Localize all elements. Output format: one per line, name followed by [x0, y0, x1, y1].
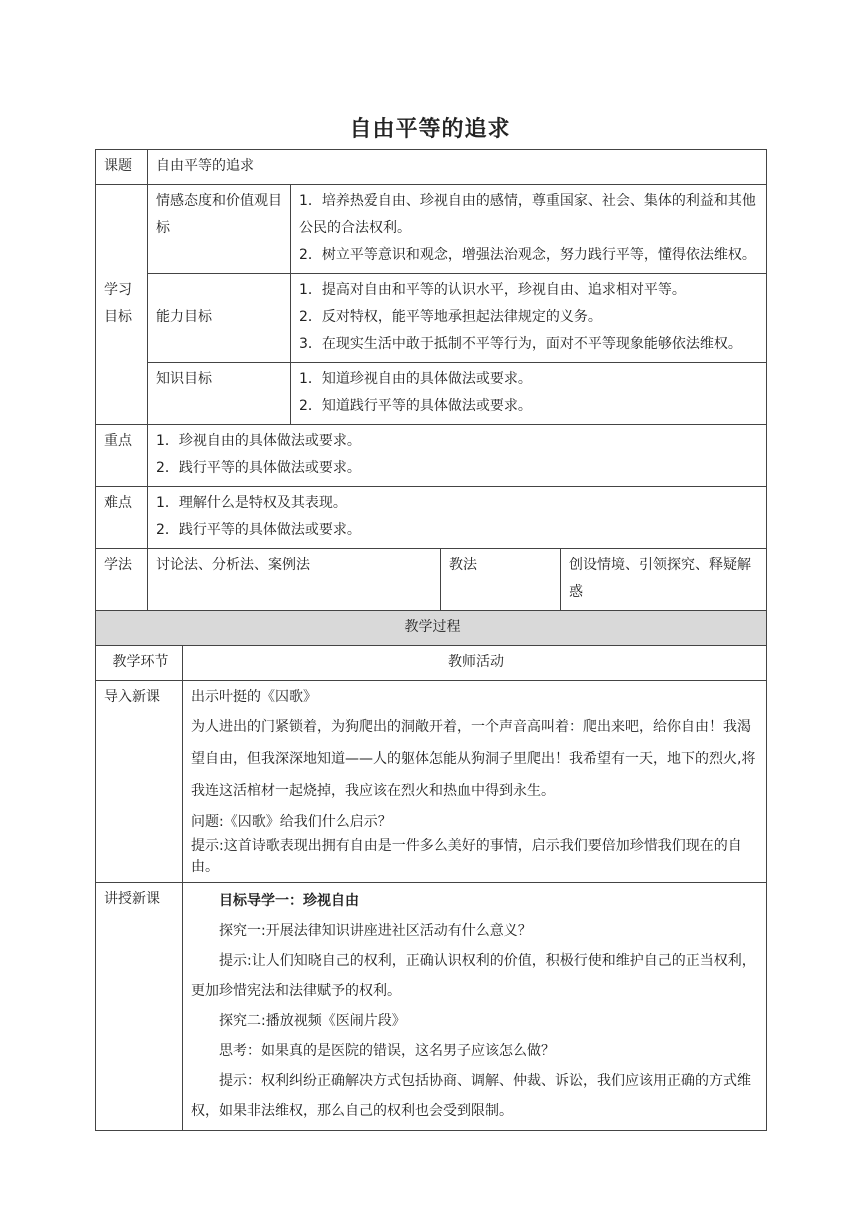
key-item: 1．珍视自由的具体做法或要求。	[156, 433, 361, 449]
lecture-row	[96, 883, 767, 1131]
page-title: 自由平等的追求	[349, 117, 511, 142]
lecture-content	[183, 883, 767, 1131]
difficult-content	[148, 487, 767, 549]
lecture-line: 提示:让人们知晓自己的权利，正确认识权利的价值，积极行使和维护自己的正当权利，更加珍惜宪法和法律赋予的权利。	[191, 953, 756, 999]
method-row	[96, 549, 767, 611]
goal-row-emotion	[96, 185, 767, 274]
goal-row-knowledge	[96, 363, 767, 425]
teach-method-value: 创设情境、引领探究、释疑解惑	[561, 549, 767, 611]
goal-ability-content	[291, 274, 767, 363]
lecture-line: 探究二:播放视频《医闹片段》	[219, 1013, 406, 1029]
difficult-item: 1．理解什么是特权及其表现。	[156, 495, 347, 511]
poem-text: 为人进出的门紧锁着，为狗爬出的洞敞开着，一个声音高叫着：爬出来吧，给你自由！我渴望自由，但我深深地知道——人的躯体怎能从狗洞子里爬出！我希望有一天，地下的烈火,将我连这活棺材一起烧掉，我应该在烈火和热血中得到永生。	[191, 719, 756, 799]
study-method-label: 学法	[96, 549, 148, 611]
lesson-plan-table	[95, 149, 767, 1131]
study-method-value: 讨论法、分析法、案例法	[148, 549, 441, 611]
goal-item: 2．知道践行平等的具体做法或要求。	[299, 398, 532, 414]
goal-row-ability	[96, 274, 767, 363]
goal-item: 1．知道珍视自由的具体做法或要求。	[299, 371, 532, 387]
lecture-heading: 目标导学一：珍视自由	[219, 893, 359, 909]
key-label: 重点	[96, 425, 148, 487]
intro-hint: 提示:这首诗歌表现出拥有自由是一件多么美好的事情，启示我们要倍加珍惜我们现在的自由。	[191, 838, 742, 875]
process-columns-row	[96, 646, 767, 681]
intro-line: 出示叶挺的《囚歌》	[191, 689, 317, 705]
topic-label: 课题	[96, 150, 148, 185]
lecture-label: 讲授新课	[96, 883, 183, 1131]
goal-item: 2．反对特权，能平等地承担起法律规定的义务。	[299, 309, 602, 325]
difficult-row	[96, 487, 767, 549]
difficult-item: 2．践行平等的具体做法或要求。	[156, 522, 361, 538]
key-content	[148, 425, 767, 487]
topic-value: 自由平等的追求	[148, 150, 767, 185]
difficult-label: 难点	[96, 487, 148, 549]
goal-emotion-label: 情感态度和价值观目标	[148, 185, 291, 274]
col-stage-header: 教学环节	[96, 646, 183, 681]
lecture-line: 探究一:开展法律知识讲座进社区活动有什么意义？	[219, 923, 532, 939]
topic-row	[96, 150, 767, 185]
intro-label: 导入新课	[96, 681, 183, 883]
lecture-line: 提示：权利纠纷正确解决方式包括协商、调解、仲裁、诉讼，我们应该用正确的方式维权，如果非法维权，那么自己的权利也会受到限制。	[191, 1073, 751, 1119]
goal-ability-label: 能力目标	[148, 274, 291, 363]
goal-emotion-content	[291, 185, 767, 274]
process-header: 教学过程	[96, 611, 767, 646]
intro-question: 问题:《囚歌》给我们什么启示？	[191, 814, 392, 830]
goals-label: 学习目标	[96, 185, 148, 425]
goal-item: 2．树立平等意识和观念，增强法治观念，努力践行平等，懂得依法维权。	[299, 247, 756, 263]
key-item: 2．践行平等的具体做法或要求。	[156, 460, 361, 476]
intro-content	[183, 681, 767, 883]
key-row	[96, 425, 767, 487]
goal-knowledge-content	[291, 363, 767, 425]
intro-row	[96, 681, 767, 883]
process-header-row	[96, 611, 767, 646]
goal-item: 1．提高对自由和平等的认识水平，珍视自由、追求相对平等。	[299, 282, 686, 298]
goal-item: 1．培养热爱自由、珍视自由的感情，尊重国家、社会、集体的利益和其他公民的合法权利。	[299, 193, 756, 236]
lecture-line: 思考：如果真的是医院的错误，这名男子应该怎么做？	[219, 1043, 555, 1059]
goal-knowledge-label: 知识目标	[148, 363, 291, 425]
teach-method-label: 教法	[441, 549, 561, 611]
goal-item: 3．在现实生活中敢于抵制不平等行为，面对不平等现象能够依法维权。	[299, 336, 742, 352]
col-activity-header: 教师活动	[183, 646, 767, 681]
